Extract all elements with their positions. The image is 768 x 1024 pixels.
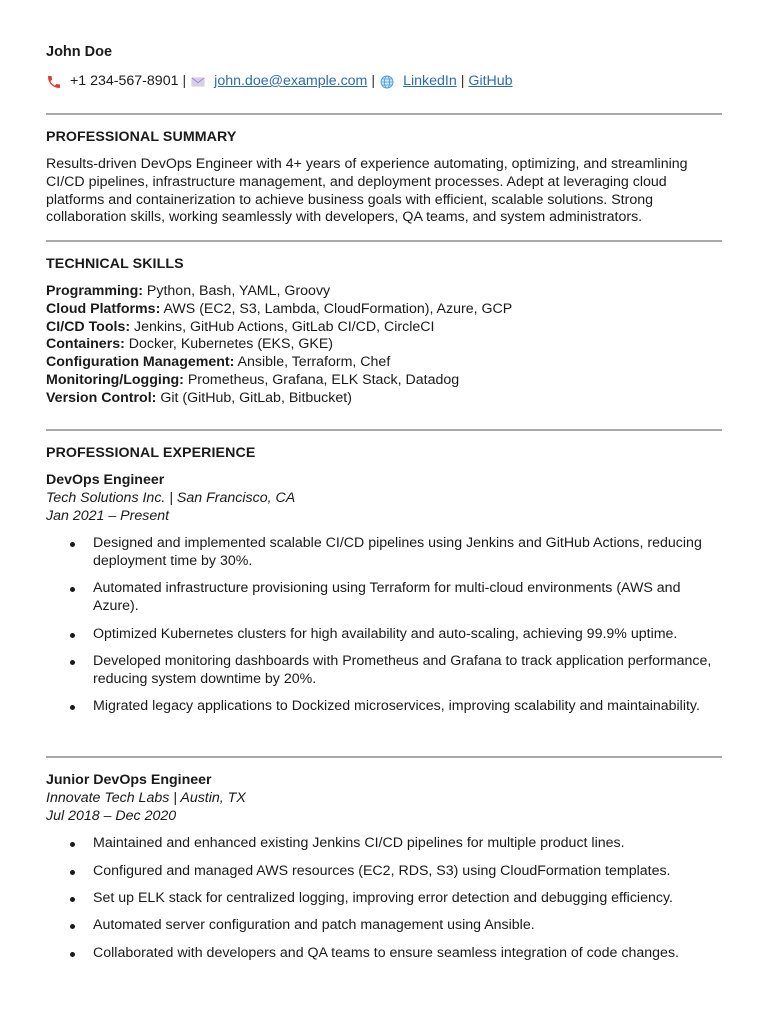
section-divider [46, 429, 722, 431]
job-bullets [46, 835, 722, 962]
list-item: Automated server configuration and patch management using Ansible. [46, 917, 722, 935]
list-item: Set up ELK stack for centralized logging, improving error detection and debugging efficiency. [46, 890, 722, 908]
globe-icon [379, 74, 395, 90]
job-dates: Jul 2018 – Dec 2020 [46, 807, 177, 824]
github-link[interactable]: GitHub [468, 73, 513, 89]
summary-heading: PROFESSIONAL SUMMARY [46, 129, 237, 145]
skill-row [46, 283, 722, 301]
skill-label: Programming: [46, 283, 143, 299]
envelope-icon [190, 74, 206, 90]
email-link[interactable]: john.doe@example.com [214, 73, 368, 89]
list-item: Configured and managed AWS resources (EC2, RDS, S3) using CloudFormation templates. [46, 863, 722, 881]
list-item: Automated infrastructure provisioning using Terraform for multi-cloud environments (AWS and Azure). [46, 580, 722, 616]
job-company: Tech Solutions Inc. | San Francisco, CA [46, 489, 296, 506]
list-item: Developed monitoring dashboards with Prometheus and Grafana to track application performance, reducing system downtime by 20%. [46, 653, 722, 689]
skills-heading: TECHNICAL SKILLS [46, 256, 184, 272]
skill-row [46, 354, 722, 372]
section-divider [46, 756, 722, 758]
skill-label: Containers: [46, 336, 125, 353]
skill-row [46, 372, 722, 390]
skill-value: Git (GitHub, GitLab, Bitbucket) [160, 389, 352, 406]
job-company: Innovate Tech Labs | Austin, TX [46, 789, 246, 806]
skill-row [46, 390, 722, 408]
skill-label: CI/CD Tools: [46, 318, 131, 335]
skill-value: Docker, Kubernetes (EKS, GKE) [128, 336, 334, 353]
linkedin-link[interactable]: LinkedIn [403, 73, 457, 89]
skill-value: Jenkins, GitHub Actions, GitLab CI/CD, CircleCI [134, 318, 435, 335]
skill-value: Prometheus, Grafana, ELK Stack, Datadog [187, 371, 460, 388]
list-item: Maintained and enhanced existing Jenkins CI/CD pipelines for multiple product lines. [46, 835, 722, 853]
job-dates: Jan 2021 – Present [46, 507, 170, 524]
skill-label: Monitoring/Logging: [46, 371, 184, 388]
experience-heading: PROFESSIONAL EXPERIENCE [46, 445, 256, 461]
separator: | [460, 73, 465, 89]
section-divider [46, 113, 722, 115]
skill-label: Version Control: [46, 389, 157, 406]
contact-line [46, 73, 722, 91]
job-title: DevOps Engineer [46, 472, 165, 488]
skill-value: AWS (EC2, S3, Lambda, CloudFormation), Azure, GCP [163, 300, 513, 317]
phone-number: +1 234-567-8901 [70, 73, 179, 89]
skill-value: Ansible, Terraform, Chef [237, 354, 391, 371]
skill-row [46, 336, 722, 354]
list-item: Migrated legacy applications to Dockized microservices, improving scalability and maintainability. [46, 698, 722, 716]
separator: | [182, 73, 187, 89]
phone-icon [46, 74, 62, 90]
skills-list [46, 283, 722, 408]
list-item: Collaborated with developers and QA teams to ensure seamless integration of code changes. [46, 945, 722, 963]
skill-label: Configuration Management: [46, 354, 235, 371]
skill-value: Python, Bash, YAML, Groovy [146, 283, 331, 299]
job-entry [46, 772, 722, 972]
separator: | [371, 73, 376, 89]
job-bullets [46, 535, 722, 715]
skill-row [46, 319, 722, 337]
candidate-name: John Doe [46, 44, 113, 60]
list-item: Optimized Kubernetes clusters for high availability and auto-scaling, achieving 99.9% uptime. [46, 626, 722, 644]
job-entry [46, 472, 722, 725]
skill-label: Cloud Platforms: [46, 300, 161, 317]
summary-text: Results-driven DevOps Engineer with 4+ years of experience automating, optimizing, and streamlining CI/CD pipelines, infrastructure management, and deployment processes. Adept at leveraging cloud platforms and containerization to achieve business goals with efficient, scalable solutions. Strong collaboration skills, working seamlessly with developers, QA teams, and system administrators. [46, 156, 688, 226]
skill-row [46, 301, 722, 319]
section-divider [46, 240, 722, 242]
list-item: Designed and implemented scalable CI/CD pipelines using Jenkins and GitHub Actions, reducing deployment time by 30%. [46, 535, 722, 571]
job-title: Junior DevOps Engineer [46, 772, 212, 788]
